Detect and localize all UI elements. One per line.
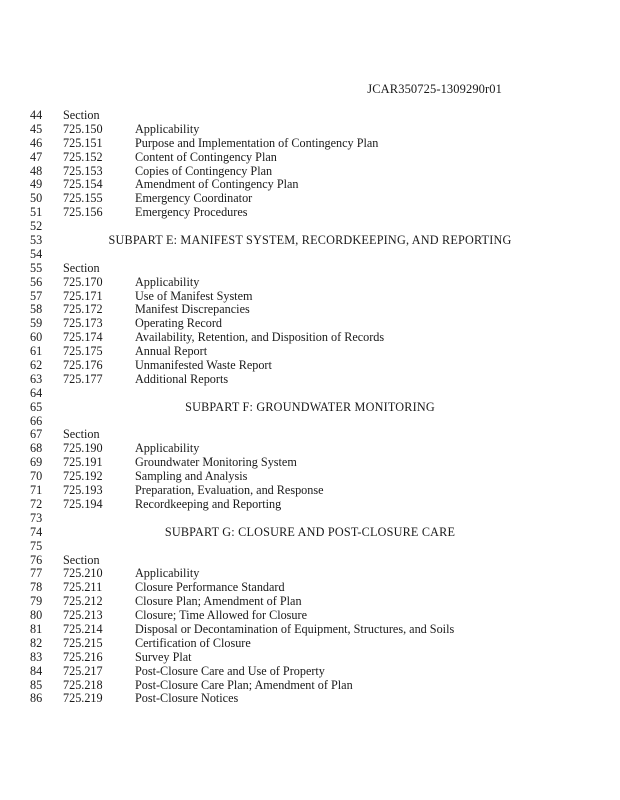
numbered-line — [0, 220, 620, 234]
numbered-line — [0, 651, 620, 665]
numbered-line — [0, 692, 620, 706]
section-title: Emergency Coordinator — [135, 191, 253, 206]
line-number: 49 — [30, 177, 43, 192]
numbered-line — [0, 109, 620, 123]
numbered-line — [0, 623, 620, 637]
line-number: 70 — [30, 469, 43, 484]
section-number: Section — [63, 427, 100, 442]
line-number: 61 — [30, 344, 43, 359]
section-number: 725.210 — [63, 566, 103, 581]
section-number: 725.150 — [63, 121, 103, 136]
line-number: 44 — [30, 108, 43, 122]
section-number: 725.155 — [63, 191, 103, 206]
line-number: 76 — [30, 552, 43, 567]
numbered-line — [0, 373, 620, 387]
section-title: Groundwater Monitoring System — [135, 455, 297, 470]
numbered-line — [0, 262, 620, 276]
line-number: 53 — [30, 233, 43, 248]
numbered-line — [0, 290, 620, 304]
section-title: Certification of Closure — [135, 635, 251, 650]
section-number: 725.212 — [63, 594, 103, 609]
section-number: 725.175 — [63, 344, 103, 359]
section-title: Disposal or Decontamination of Equipment, Structures, and Soils — [135, 621, 455, 636]
line-number: 52 — [30, 219, 43, 234]
section-title: Unmanifested Waste Report — [135, 358, 272, 373]
line-number: 83 — [30, 649, 43, 664]
section-title: Post-Closure Care Plan; Amendment of Plan — [135, 677, 353, 692]
line-number: 78 — [30, 580, 43, 595]
section-number: 725.214 — [63, 621, 103, 636]
subpart-heading-line — [0, 234, 620, 248]
section-title: Use of Manifest System — [135, 288, 253, 303]
line-number: 84 — [30, 663, 43, 678]
subpart-heading: SUBPART G: CLOSURE AND POST-CLOSURE CARE — [164, 524, 456, 539]
numbered-line — [0, 165, 620, 179]
numbered-line — [0, 317, 620, 331]
numbered-line — [0, 679, 620, 693]
section-number: 725.191 — [63, 455, 103, 470]
numbered-line — [0, 498, 620, 512]
line-number: 60 — [30, 330, 43, 345]
section-number: 725.192 — [63, 469, 103, 484]
subpart-heading-line — [0, 401, 620, 415]
subpart-heading-line — [0, 526, 620, 540]
section-number: 725.219 — [63, 691, 103, 706]
section-title: Annual Report — [135, 344, 208, 359]
section-title: Emergency Procedures — [135, 205, 248, 220]
numbered-line — [0, 581, 620, 595]
line-number: 63 — [30, 371, 43, 386]
line-number: 86 — [30, 691, 43, 706]
section-title: Post-Closure Notices — [135, 691, 239, 706]
numbered-line — [0, 359, 620, 373]
section-number: 725.173 — [63, 316, 103, 331]
numbered-line — [0, 428, 620, 442]
numbered-line — [0, 123, 620, 137]
line-number: 81 — [30, 621, 43, 636]
line-number: 45 — [30, 121, 43, 136]
line-number: 65 — [30, 399, 43, 414]
line-number: 47 — [30, 149, 43, 164]
section-title: Availability, Retention, and Disposition of Records — [135, 330, 385, 345]
line-number: 66 — [30, 413, 43, 428]
numbered-line — [0, 595, 620, 609]
line-number: 59 — [30, 316, 43, 331]
section-number: 725.156 — [63, 205, 103, 220]
section-number: 725.217 — [63, 663, 103, 678]
numbered-line — [0, 567, 620, 581]
section-number: 725.176 — [63, 358, 103, 373]
numbered-line — [0, 151, 620, 165]
line-number: 75 — [30, 538, 43, 553]
line-number: 62 — [30, 358, 43, 373]
numbered-line — [0, 331, 620, 345]
line-number: 54 — [30, 246, 43, 261]
numbered-line — [0, 637, 620, 651]
line-number: 56 — [30, 274, 43, 289]
line-number: 74 — [30, 524, 43, 539]
section-title: Recordkeeping and Reporting — [135, 496, 282, 511]
line-number: 64 — [30, 385, 43, 400]
line-number: 51 — [30, 205, 43, 220]
section-number: 725.177 — [63, 371, 103, 386]
section-number: 725.194 — [63, 496, 103, 511]
subpart-heading: SUBPART F: GROUNDWATER MONITORING — [185, 399, 435, 414]
section-number: 725.152 — [63, 149, 103, 164]
numbered-line — [0, 470, 620, 484]
line-number: 85 — [30, 677, 43, 692]
section-title: Post-Closure Care and Use of Property — [135, 663, 325, 678]
line-number: 69 — [30, 455, 43, 470]
numbered-line — [0, 456, 620, 470]
section-title: Closure Plan; Amendment of Plan — [135, 594, 302, 609]
section-number: 725.153 — [63, 163, 103, 178]
numbered-line — [0, 415, 620, 429]
section-number: 725.193 — [63, 483, 103, 498]
numbered-line — [0, 442, 620, 456]
section-number: 725.218 — [63, 677, 103, 692]
section-number: 725.211 — [63, 580, 103, 595]
section-title: Purpose and Implementation of Contingency Plan — [135, 135, 379, 150]
section-number: 725.215 — [63, 635, 103, 650]
numbered-line — [0, 512, 620, 526]
numbered-line — [0, 178, 620, 192]
line-number: 68 — [30, 441, 43, 456]
numbered-line — [0, 665, 620, 679]
section-title: Additional Reports — [135, 371, 229, 386]
section-number: Section — [63, 108, 100, 122]
line-number: 82 — [30, 635, 43, 650]
section-title: Copies of Contingency Plan — [135, 163, 273, 178]
section-title: Closure; Time Allowed for Closure — [135, 608, 307, 623]
section-number: 725.170 — [63, 274, 103, 289]
subpart-heading: SUBPART E: MANIFEST SYSTEM, RECORDKEEPING, AND REPORTING — [108, 233, 512, 248]
section-title: Operating Record — [135, 316, 222, 331]
section-number: 725.190 — [63, 441, 103, 456]
line-number: 50 — [30, 191, 43, 206]
section-title: Applicability — [135, 441, 200, 456]
section-title: Content of Contingency Plan — [135, 149, 277, 164]
section-title: Applicability — [135, 274, 200, 289]
numbered-line — [0, 137, 620, 151]
section-number: 725.213 — [63, 608, 103, 623]
section-title: Survey Plat — [135, 649, 192, 664]
numbered-line — [0, 345, 620, 359]
line-number: 79 — [30, 594, 43, 609]
section-number: 725.171 — [63, 288, 103, 303]
section-title: Applicability — [135, 121, 200, 136]
line-number: 77 — [30, 566, 43, 581]
section-number: Section — [63, 260, 100, 275]
line-number: 46 — [30, 135, 43, 150]
section-number: 725.172 — [63, 302, 103, 317]
line-number: 80 — [30, 608, 43, 623]
section-title: Sampling and Analysis — [135, 469, 248, 484]
numbered-line — [0, 540, 620, 554]
line-number: 55 — [30, 260, 43, 275]
section-title: Closure Performance Standard — [135, 580, 285, 595]
numbered-line — [0, 484, 620, 498]
numbered-line — [0, 206, 620, 220]
numbered-lines — [0, 109, 620, 706]
numbered-line — [0, 554, 620, 568]
line-number: 67 — [30, 427, 43, 442]
section-title: Amendment of Contingency Plan — [135, 177, 299, 192]
section-title: Preparation, Evaluation, and Response — [135, 483, 324, 498]
line-number: 48 — [30, 163, 43, 178]
line-number: 73 — [30, 510, 43, 525]
document-header-id: JCAR350725-1309290r01 — [367, 82, 502, 96]
section-number: 725.151 — [63, 135, 103, 150]
numbered-line — [0, 248, 620, 262]
section-number: Section — [63, 552, 100, 567]
numbered-line — [0, 609, 620, 623]
section-number: 725.174 — [63, 330, 103, 345]
section-number: 725.216 — [63, 649, 103, 664]
line-number: 71 — [30, 483, 43, 498]
section-number: 725.154 — [63, 177, 103, 192]
section-title: Manifest Discrepancies — [135, 302, 250, 317]
numbered-line — [0, 303, 620, 317]
numbered-line — [0, 276, 620, 290]
line-number: 57 — [30, 288, 43, 303]
numbered-line — [0, 387, 620, 401]
section-title: Applicability — [135, 566, 200, 581]
numbered-line — [0, 192, 620, 206]
line-number: 72 — [30, 496, 43, 511]
line-number: 58 — [30, 302, 43, 317]
